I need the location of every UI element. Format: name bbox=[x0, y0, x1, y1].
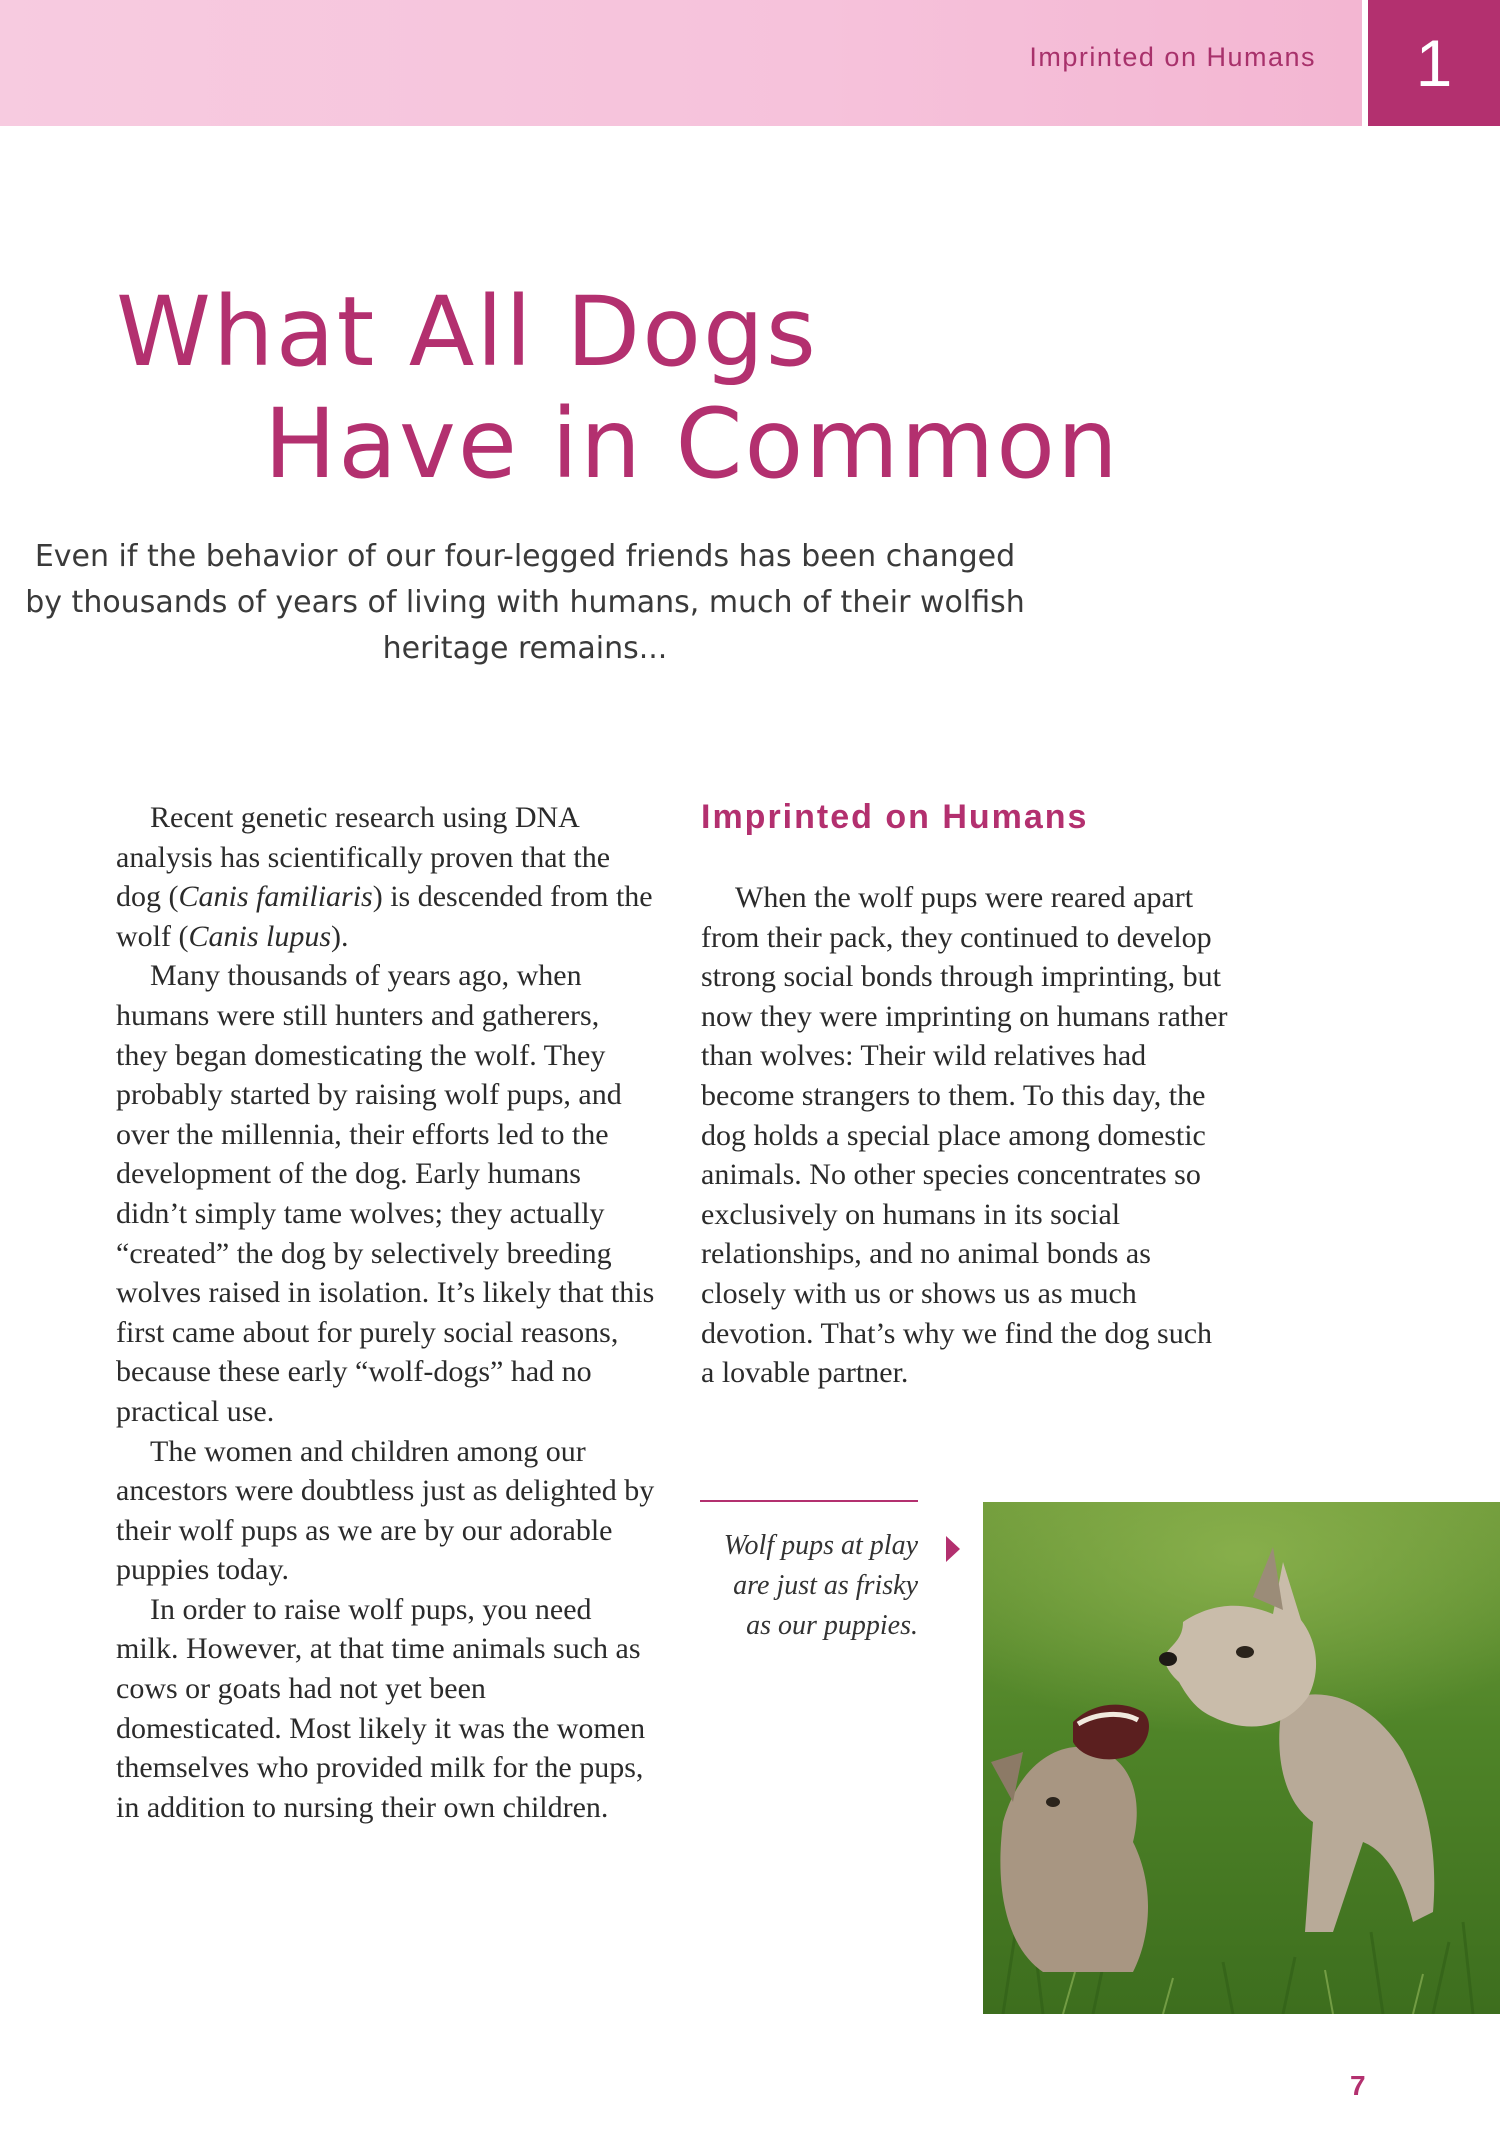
caption-line: Wolf pups at play bbox=[723, 1530, 918, 1561]
title-line-2: Have in Common bbox=[264, 388, 1120, 500]
header-band bbox=[0, 0, 1362, 126]
intro-paragraph: Even if the behavior of our four-legged friends has been changed by thousands of years of living with humans, much of their wolfish heritage remains... bbox=[25, 539, 1025, 666]
body-paragraph-1 bbox=[116, 798, 656, 956]
species-name-dog: Canis familiaris bbox=[178, 880, 373, 914]
species-name-wolf: Canis lupus bbox=[188, 919, 332, 953]
chapter-number-badge: 1 bbox=[1368, 0, 1500, 126]
body-paragraph-3: The women and children among our ancestors were doubtless just as delighted by their wolf pups as we are by our adorable puppies today. bbox=[116, 1434, 655, 1587]
title-line-1: What All Dogs bbox=[116, 276, 818, 388]
right-column bbox=[701, 878, 1231, 1393]
paragraph-text: ). bbox=[331, 919, 349, 953]
running-title: Imprinted on Humans bbox=[1029, 42, 1316, 72]
caption-rule bbox=[700, 1500, 918, 1502]
page-number: 7 bbox=[1350, 2070, 1366, 2101]
paragraph-text: ) is descended from the wolf ( bbox=[116, 880, 653, 953]
page-title bbox=[116, 276, 1120, 500]
left-column bbox=[116, 798, 656, 1827]
section-paragraph: When the wolf pups were reared apart from their pack, they continued to develop strong social bonds through imprinting, but now they were imprinting on humans rather than wolves: Their wild relatives had become strangers to them. To this day, the dog holds a special place among domestic animals. No other species concentrates so exclusively on humans in its social relationships, and no animal bonds as closely with us or shows us as much devotion. That’s why we find the dog such a lovable partner. bbox=[701, 881, 1228, 1390]
body-paragraph-4: In order to raise wolf pups, you need milk. However, at that time animals such as cows or goats had not yet been domesticated. Most likely it was the women themselves who provided milk for the pups, in addition to nursing their own children. bbox=[116, 1592, 646, 1824]
wolf-pups-illustration bbox=[983, 1502, 1500, 2014]
wolf-pups-photo bbox=[983, 1502, 1500, 2014]
photo-caption bbox=[700, 1526, 918, 1646]
paragraph-text: Recent genetic research using DNA analysis has scientifically proven that the dog ( bbox=[116, 801, 611, 914]
triangle-right-icon bbox=[946, 1536, 960, 1562]
section-heading: Imprinted on Humans bbox=[701, 798, 1089, 836]
caption-line: are just as frisky bbox=[733, 1570, 918, 1601]
body-paragraph-2: Many thousands of years ago, when humans were still hunters and gatherers, they began domesticating the wolf. They probably started by raising wolf pups, and over the millennia, their efforts led to the development of the dog. Early humans didn’t simply tame wolves; they actually “created” the dog by selectively breeding wolves raised in isolation. It’s likely that this first came about for purely social reasons, because these early “wolf-dogs” had no practical use. bbox=[116, 959, 655, 1428]
caption-line: as our puppies. bbox=[746, 1610, 918, 1641]
